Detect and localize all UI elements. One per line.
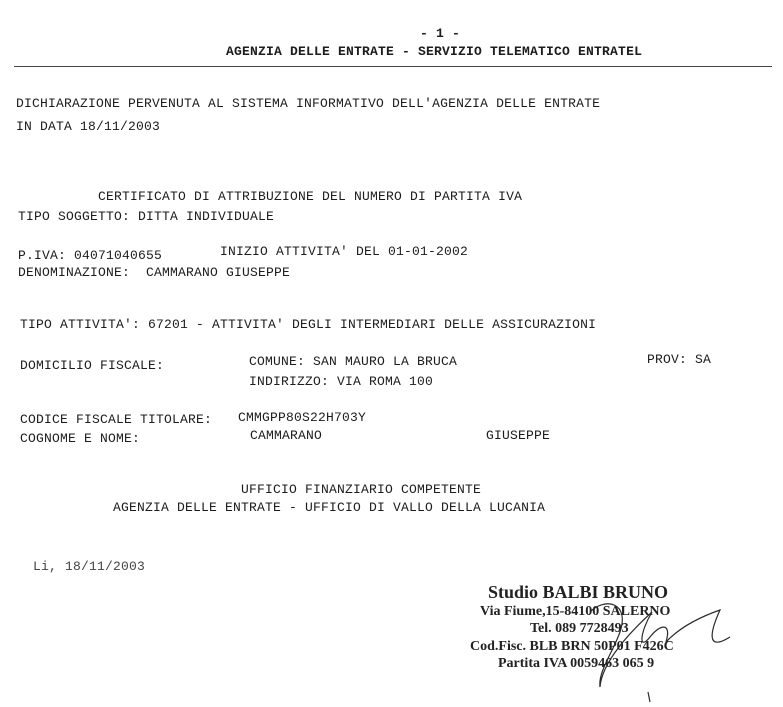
agency-header: AGENZIA DELLE ENTRATE - SERVIZIO TELEMATICO ENTRATEL	[226, 44, 643, 59]
place-date: Li, 18/11/2003	[33, 559, 146, 574]
denominazione: DENOMINAZIONE: CAMMARANO GIUSEPPE	[18, 265, 291, 280]
stamp-address: Via Fiume,15-84100 SALERNO	[480, 604, 671, 619]
tipo-soggetto: TIPO SOGGETTO: DITTA INDIVIDUALE	[18, 209, 275, 224]
intro-line-2: IN DATA 18/11/2003	[16, 119, 161, 134]
indirizzo: INDIRIZZO: VIA ROMA 100	[249, 374, 434, 389]
intro-line-1: DICHIARAZIONE PERVENUTA AL SISTEMA INFORMATIVO DELL'AGENZIA DELLE ENTRATE	[16, 96, 601, 111]
tipo-attivita: TIPO ATTIVITA': 67201 - ATTIVITA' DEGLI INTERMEDIARI DELLE ASSICURAZIONI	[20, 317, 597, 332]
handwritten-signature	[560, 592, 750, 702]
provincia: PROV: SA	[647, 352, 712, 367]
cognome-nome-label: COGNOME E NOME:	[20, 431, 141, 446]
stamp-tel: Tel. 089 7728493	[530, 621, 629, 636]
cognome: CAMMARANO	[250, 428, 323, 443]
comune: COMUNE: SAN MAURO LA BRUCA	[249, 354, 458, 369]
ufficio-title: UFFICIO FINANZIARIO COMPETENTE	[241, 482, 482, 497]
inizio-attivita: INIZIO ATTIVITA' DEL 01-01-2002	[220, 244, 469, 259]
certificate-title: CERTIFICATO DI ATTRIBUZIONE DEL NUMERO DI PARTITA IVA	[98, 189, 523, 204]
ufficio-name: AGENZIA DELLE ENTRATE - UFFICIO DI VALLO DELLA LUCANIA	[113, 500, 546, 515]
codice-fiscale-label: CODICE FISCALE TITOLARE:	[20, 412, 213, 427]
codice-fiscale-value: CMMGPP80S22H703Y	[238, 410, 367, 425]
partita-iva: P.IVA: 04071040655	[18, 248, 163, 263]
page-number: - 1 -	[420, 26, 461, 41]
stamp-name: Studio BALBI BRUNO	[488, 582, 669, 602]
stamp-partita-iva: Partita IVA 0059463 065 9	[498, 656, 655, 671]
stamp-cod-fisc: Cod.Fisc. BLB BRN 50P01 F426C	[470, 639, 674, 654]
domicilio-label: DOMICILIO FISCALE:	[20, 358, 165, 373]
header-divider	[14, 66, 772, 67]
nome: GIUSEPPE	[486, 428, 551, 443]
